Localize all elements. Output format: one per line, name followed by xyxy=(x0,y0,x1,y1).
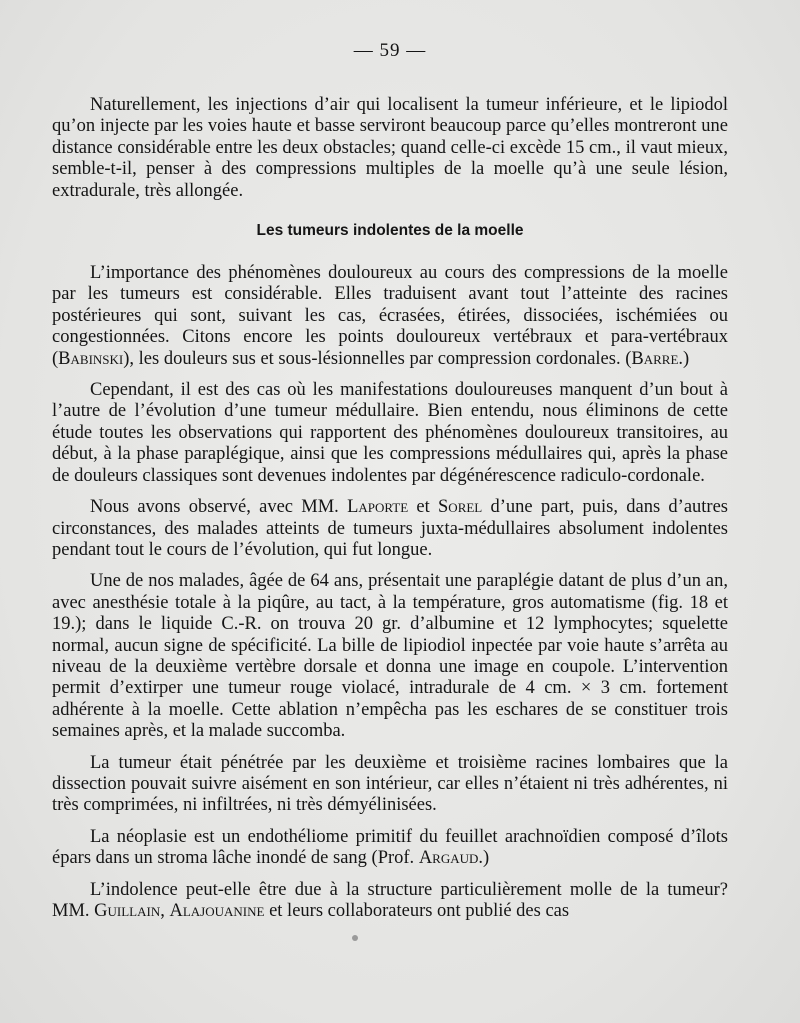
paragraph-text: L’indolence peut-elle être due à la structure particulièrement molle de la tumeur? MM. xyxy=(52,879,728,921)
paragraph-text: ), les douleurs sus et sous-lésionnelles par compression cordonales. ( xyxy=(123,348,632,369)
paragraph-text: ) xyxy=(483,848,490,869)
paragraph-injections: Naturellement, les injections d’air qui localisent la tumeur inférieure, et le lipiodol qu’on injecte par les voies haute et basse serviront beaucoup parce qu’elles montreront une distance considérable entre les deux obstacles; quand celle-ci excède 15 cm., il vaut mieux, semble-t-il, penser à des compressions multiples de la moelle qu’à une seule lésion, extradurale, très allongée. xyxy=(52,95,728,201)
paragraph-case-report: Une de nos malades, âgée de 64 ans, présentait une paraplégie datant de plus d’un an, avec anesthésie totale à la piqûre, au tact, à la température, gros automatisme (fig. 18 et 19.); dans le liquide C.-R. on trouva 20 gr. d’albumine et 12 lymphocytes; squelette normal, aucun signe de spécificité. La bille de lipiodiol inpectée par voie haute s’arrêta au niveau de la deuxième vertèbre dorsale et donna une image en coupole. L’intervention permit d’extirper une tumeur rouge violacé, intradurale de 4 cm. × 3 cm. fortement adhérente à la moelle. Cette ablation n’empêcha pas les eschares de se constituer trois semaines après, et la malade succomba. xyxy=(52,571,728,742)
author-name: Sorel xyxy=(438,497,483,518)
paragraph-tumeur: La tumeur était pénétrée par les deuxième et troisième racines lombaires que la dissection pouvait suivre aisément en son intérieur, car elles n’étaient ni très adhérentes, ni très comprimées, ni infiltrées, ni très démyélinisées. xyxy=(52,752,728,816)
paragraph-indolence xyxy=(52,880,728,923)
paragraph-text: et xyxy=(408,497,439,518)
paragraph-text: Nous avons observé, avec MM. xyxy=(90,497,348,518)
author-name: Babinski xyxy=(58,348,124,369)
author-name: Alajouanine xyxy=(169,901,265,921)
author-name: Guillain xyxy=(94,901,161,921)
author-name: Laporte xyxy=(347,497,409,518)
paragraph-observations xyxy=(52,497,728,561)
paragraph-cependant: Cependant, il est des cas où les manifestations douloureuses manquent d’un bout à l’autre de l’évolution d’une tumeur médullaire. Bien entendu, nous éliminons de cette étude toutes les observations qui rapportent des phénomènes douloureux transitoires, au début, à la phase paraplégique, ainsi que les compressions médullaires qui, après la phase de douleurs classiques sont devenues indolentes par dégénérescence radiculo-cordonale. xyxy=(52,380,728,486)
paragraph-text: La néoplasie est un endothéliome primitif du feuillet arachnoïdien composé d’îlots épars dans un stroma lâche inondé de sang (Prof. xyxy=(52,826,728,869)
ink-spot xyxy=(352,935,358,941)
paragraph-text: L’importance des phénomènes douloureux au cours des compressions de la moelle par les tumeurs est considérable. Elles traduisent avant tout l’atteinte des racines postérieures qui sont, suivant les cas, écrasées, étirées, dissociées, ischémiées ou congestionnées. Citons encore les points douloureux vertébraux et para-vertébraux ( xyxy=(52,263,728,369)
page-number: — 59 — xyxy=(353,40,427,61)
paragraph-text: d’une part, puis, dans d’autres circonstances, des malades atteints de tumeurs juxta-médullaires absolument indolentes pendant tout le cours de l’évolution, qui fut longue. xyxy=(52,497,728,560)
author-name: Argaud. xyxy=(418,848,484,869)
paragraph-importance xyxy=(52,263,728,370)
paragraph-text: ) xyxy=(683,348,690,369)
section-heading: Les tumeurs indolentes de la moelle xyxy=(256,222,524,240)
paragraph-text: et leurs collaborateurs ont publié des cas xyxy=(264,901,570,921)
paragraph-neoplasie xyxy=(52,827,728,870)
author-name: Barre. xyxy=(631,348,684,369)
paragraph-text: , xyxy=(160,901,170,921)
